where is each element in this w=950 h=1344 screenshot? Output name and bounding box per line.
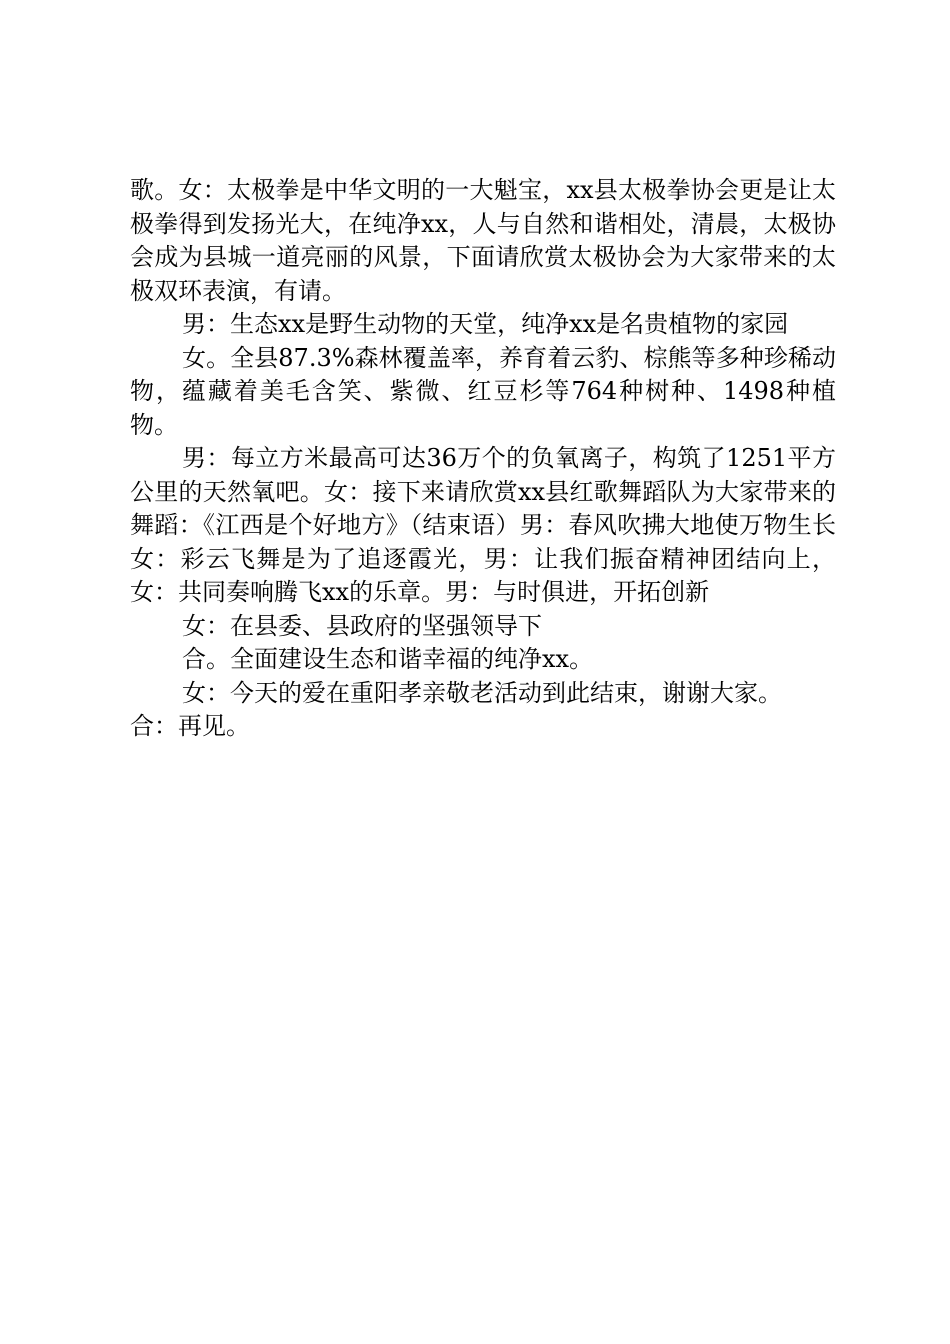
paragraph-8: 合：再见。 <box>130 712 250 740</box>
paragraph-5: 女：在县委、县政府的坚强领导下 <box>182 611 542 640</box>
paragraph-2: 男：生态xx是野生动物的天堂，纯净xx是名贵植物的家园 <box>182 310 789 338</box>
paragraph-7: 女：今天的爱在重阳孝亲敬老活动到此结束，谢谢大家。 <box>182 678 782 707</box>
paragraph-4: 男：每立方米最高可达36万个的负氧离子，构筑了1251平方公里的天然氧吧。女：接下来请欣赏xx县红歌舞蹈队为大家带来的舞蹈：《江西是个好地方》（结束语）男：春风吹拂大地使万物生长女：彩云飞舞是为了追逐霞光，男：让我们振奋精神团结向上，女：共同奏响腾飞xx的乐章。男：与时俱进，开拓创新 <box>130 444 836 606</box>
paragraph-1: 歌。女：太极拳是中华文明的一大魁宝，xx县太极拳协会更是让太极拳得到发扬光大，在纯净xx，人与自然和谐相处，清晨，太极协会成为县城一道亮丽的风景，下面请欣赏太极协会为大家带来的太极双环表演，有请。 <box>130 176 836 305</box>
document-body <box>130 174 836 744</box>
paragraph-3: 女。全县87.3%森林覆盖率，养育着云豹、棕熊等多种珍稀动物，蕴藏着美毛含笑、紫微、红豆杉等764种树种、1498种植物。 <box>130 343 836 439</box>
paragraph-6: 合。全面建设生态和谐幸福的纯净xx。 <box>182 645 594 673</box>
